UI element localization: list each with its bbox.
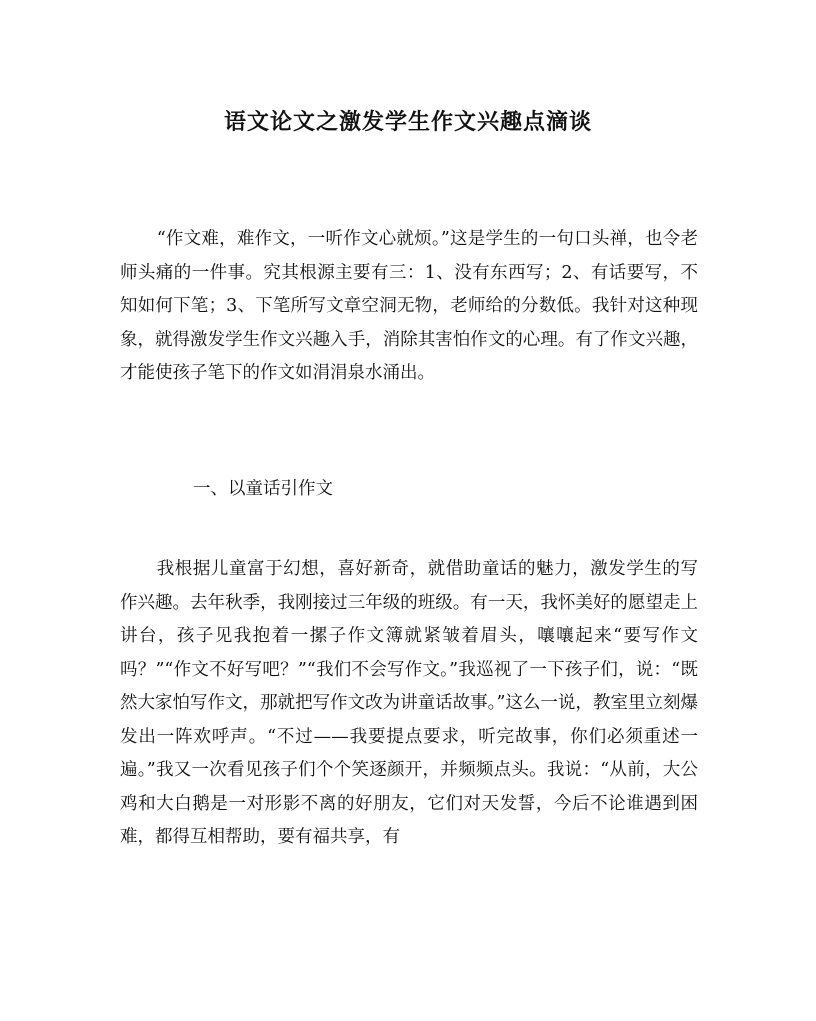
section-paragraph: 我根据儿童富于幻想，喜好新奇，就借助童话的魅力，激发学生的写作兴趣。去年秋季，我刚接过三年级的班级。有一天，我怀美好的愿望走上讲台，孩子见我抱着一摞子作文簿就紧皱着眉头，嚷嚷起来“要写作文吗？”“作文不好写吧？”“我们不会写作文。”我巡视了一下孩子们，说：“既然大家怕写作文，那就把写作文改为讲童话故事。”这么一说，教室里立刻爆发出一阵欢呼声。“不过——我要提点要求，听完故事，你们必须重述一遍。”我又一次看见孩子们个个笑逐颜开，并频频点头。我说：“从前，大公鸡和大白鹅是一对形影不离的好朋友，它们对天发誓，今后不论谁遇到困难，都得互相帮助，要有福共享，有 xyxy=(120,559,698,847)
intro-paragraph: “作文难，难作文，一听作文心就烦。”这是学生的一句口头禅，也令老师头痛的一件事。究其根源主要有三：1、没有东西写；2、有话要写，不知如何下笔；3、下笔所写文章空洞无物，老师给的分数低。我针对这种现象，就得激发学生作文兴趣入手，消除其害怕作文的心理。有了作文兴趣，才能使孩子笔下的作文如涓涓泉水涌出。 xyxy=(120,229,698,383)
section-heading: 一、以童话引作文 xyxy=(193,479,333,499)
document-title: 语文论文之激发学生作文兴趣点滴谈 xyxy=(223,109,592,135)
